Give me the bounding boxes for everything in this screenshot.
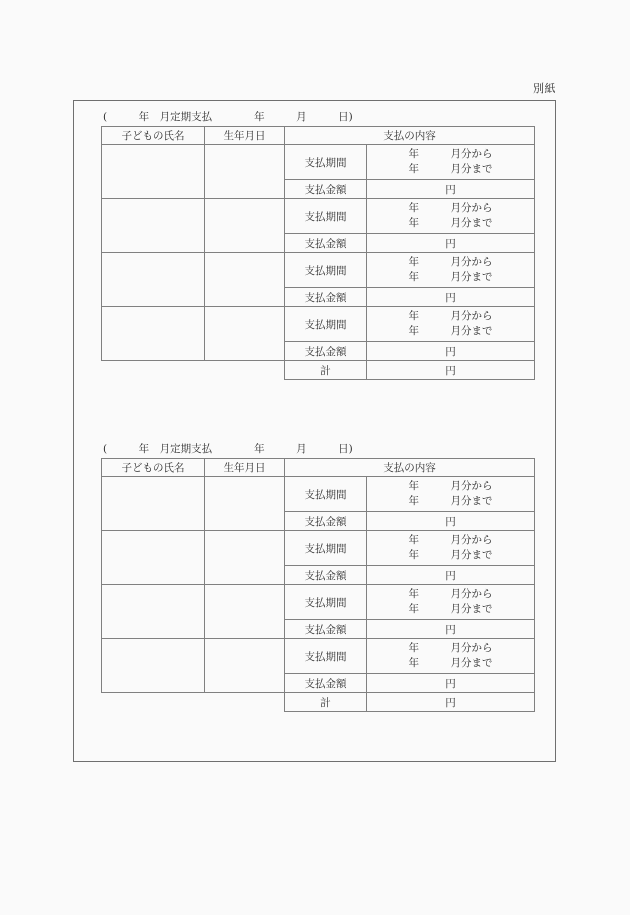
payment-period-label-3: 支払期間 [285,585,367,620]
payment-block-1 [101,109,534,380]
payment-amount-value-2[interactable]: 円 [367,566,535,585]
period-to-text-4: 年 月分まで [408,325,493,337]
payment-period-value-3[interactable] [367,585,535,620]
payment-amount-label-4: 支払金額 [285,342,367,361]
payment-amount-label-3: 支払金額 [285,620,367,639]
child-name-input-1[interactable] [102,477,205,531]
block-1-title: ( 年 月定期支払 年 月 日) [103,111,353,123]
payment-amount-label-1: 支払金額 [285,180,367,199]
block-2-title: ( 年 月定期支払 年 月 日) [103,443,353,455]
period-to-text-3: 年 月分まで [408,271,493,283]
table-row [102,531,535,566]
table-header-row [102,127,535,145]
payment-amount-label-1: 支払金額 [285,512,367,531]
total-row-spacer [102,361,285,380]
column-header-payment-details: 支払の内容 [285,127,535,145]
column-header-child-name: 子どもの氏名 [102,127,205,145]
table-row [102,307,535,342]
sheet-label: 別紙 [533,82,556,95]
period-to-text-1: 年 月分まで [408,163,493,175]
period-to-text-3: 年 月分まで [408,603,493,615]
table-header-row [102,459,535,477]
period-to-text-2: 年 月分まで [408,217,493,229]
page-frame [73,100,556,762]
payment-period-label-2: 支払期間 [285,199,367,234]
birth-date-input-3[interactable] [205,585,285,639]
column-header-birth-date: 生年月日 [205,127,285,145]
payment-period-value-2[interactable] [367,531,535,566]
period-from-text-4: 年 月分から [408,642,493,654]
table-row [102,145,535,180]
total-label: 計 [285,361,367,380]
payment-amount-label-3: 支払金額 [285,288,367,307]
payment-period-value-2[interactable] [367,199,535,234]
payment-period-label-3: 支払期間 [285,253,367,288]
payment-amount-value-1[interactable]: 円 [367,180,535,199]
period-from-text-2: 年 月分から [408,534,493,546]
child-name-input-2[interactable] [102,199,205,253]
payment-period-label-1: 支払期間 [285,477,367,512]
total-row [102,361,535,380]
total-value[interactable]: 円 [367,361,535,380]
payment-period-label-4: 支払期間 [285,307,367,342]
total-row-spacer [102,693,285,712]
period-from-text-3: 年 月分から [408,588,493,600]
payment-amount-value-3[interactable]: 円 [367,288,535,307]
total-value[interactable]: 円 [367,693,535,712]
payment-period-label-2: 支払期間 [285,531,367,566]
table-row [102,199,535,234]
payment-amount-value-4[interactable]: 円 [367,342,535,361]
payment-period-label-1: 支払期間 [285,145,367,180]
child-name-input-4[interactable] [102,307,205,361]
birth-date-input-4[interactable] [205,307,285,361]
period-to-text-4: 年 月分まで [408,657,493,669]
payment-amount-label-2: 支払金額 [285,566,367,585]
payment-period-label-4: 支払期間 [285,639,367,674]
period-from-text-1: 年 月分から [408,480,493,492]
payment-amount-value-4[interactable]: 円 [367,674,535,693]
table-row [102,639,535,674]
payment-amount-value-2[interactable]: 円 [367,234,535,253]
period-from-text-4: 年 月分から [408,310,493,322]
birth-date-input-1[interactable] [205,145,285,199]
payment-amount-value-3[interactable]: 円 [367,620,535,639]
period-from-text-3: 年 月分から [408,256,493,268]
total-label: 計 [285,693,367,712]
payment-amount-label-4: 支払金額 [285,674,367,693]
payment-period-value-1[interactable] [367,477,535,512]
column-header-child-name: 子どもの氏名 [102,459,205,477]
period-to-text-2: 年 月分まで [408,549,493,561]
period-from-text-2: 年 月分から [408,202,493,214]
payment-period-value-4[interactable] [367,307,535,342]
payment-period-value-1[interactable] [367,145,535,180]
birth-date-input-3[interactable] [205,253,285,307]
payment-table-1 [101,126,535,380]
payment-period-value-4[interactable] [367,639,535,674]
table-row [102,253,535,288]
payment-amount-value-1[interactable]: 円 [367,512,535,531]
table-row [102,585,535,620]
period-from-text-1: 年 月分から [408,148,493,160]
child-name-input-3[interactable] [102,253,205,307]
payment-period-value-3[interactable] [367,253,535,288]
birth-date-input-2[interactable] [205,531,285,585]
birth-date-input-4[interactable] [205,639,285,693]
birth-date-input-2[interactable] [205,199,285,253]
birth-date-input-1[interactable] [205,477,285,531]
child-name-input-1[interactable] [102,145,205,199]
column-header-birth-date: 生年月日 [205,459,285,477]
child-name-input-3[interactable] [102,585,205,639]
payment-table-2 [101,458,535,712]
total-row [102,693,535,712]
child-name-input-4[interactable] [102,639,205,693]
column-header-payment-details: 支払の内容 [285,459,535,477]
table-row [102,477,535,512]
payment-block-2 [101,441,534,712]
payment-amount-label-2: 支払金額 [285,234,367,253]
period-to-text-1: 年 月分まで [408,495,493,507]
child-name-input-2[interactable] [102,531,205,585]
